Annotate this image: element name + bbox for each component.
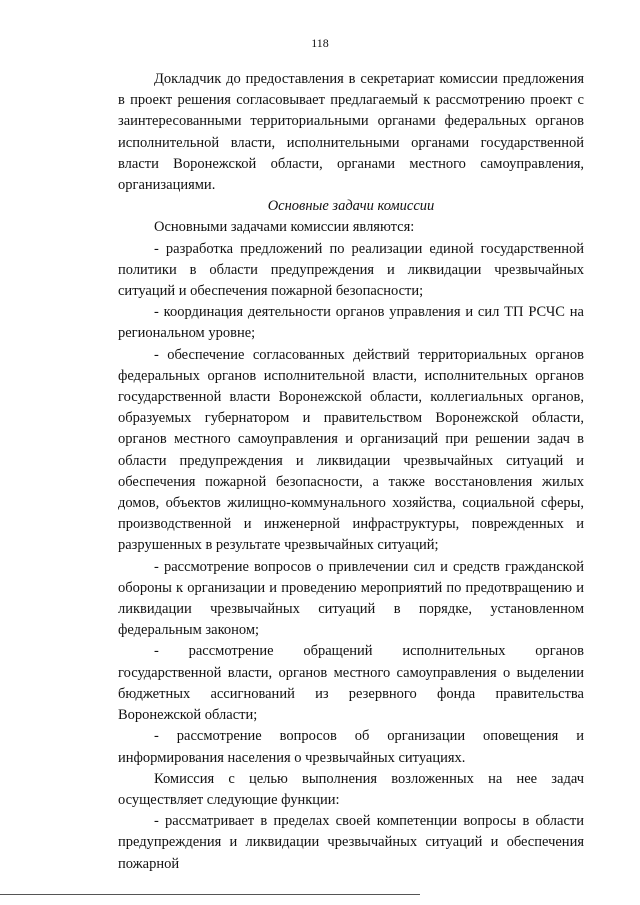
- document-body: [118, 69, 584, 875]
- page-number: 118: [311, 36, 329, 50]
- functions-lead: Комиссия с целью выполнения возложенных на нее задач осуществляет следующие функции:: [118, 770, 584, 808]
- task-item: - координация деятельности органов управления и сил ТП РСЧС на региональном уровне;: [118, 304, 584, 342]
- intro-paragraph: Докладчик до предоставления в секретариат комиссии предложения в проект решения согласовывает предлагаемый к рассмотрению проект с заинтересованными территориальными органами федеральных органов исполнительной власти, исполнительными органами государственной власти Воронежской области, органами местного самоуправления, организациями.: [118, 71, 584, 194]
- function-item: - рассматривает в пределах своей компетенции вопросы в области предупреждения и ликвидации чрезвычайных ситуаций и обеспечения пожарной: [118, 813, 584, 872]
- task-item: - обеспечение согласованных действий территориальных органов федеральных органов исполнительной власти, исполнительных органов государственной власти Воронежской области, коллегиальных органов, образуемых губернатором и правительством Воронежской области, органов местного самоуправления и организаций при решении задач в области предупреждения и ликвидации чрезвычайных ситуаций и обеспечения пожарной безопасности, а также восстановления жилых домов, объектов жилищно-коммунального хозяйства, социальной сферы, производственной и инженерной инфраструктуры, поврежденных и разрушенных в результате чрезвычайных ситуаций;: [118, 346, 584, 554]
- bottom-rule: [0, 894, 420, 895]
- task-item: - разработка предложений по реализации единой государственной политики в области предупреждения и ликвидации чрезвычайных ситуаций и обеспечения пожарной безопасности;: [118, 240, 584, 300]
- task-item: - рассмотрение вопросов об организации оповещения и информирования населения о чрезвычайных ситуациях.: [118, 728, 584, 766]
- task-item: - рассмотрение обращений исполнительных органов государственной власти, органов местного самоуправления о выделении бюджетных ассигнований из резервного фонда правительства Воронежской области;: [118, 643, 584, 724]
- task-item: - рассмотрение вопросов о привлечении сил и средств гражданской обороны к организации и проведению мероприятий по предотвращению и ликвидации чрезвычайных ситуаций в порядке, установленном федеральным законом;: [118, 558, 584, 639]
- section-heading: Основные задачи комиссии: [267, 198, 435, 215]
- tasks-lead: Основными задачами комиссии являются:: [154, 219, 415, 236]
